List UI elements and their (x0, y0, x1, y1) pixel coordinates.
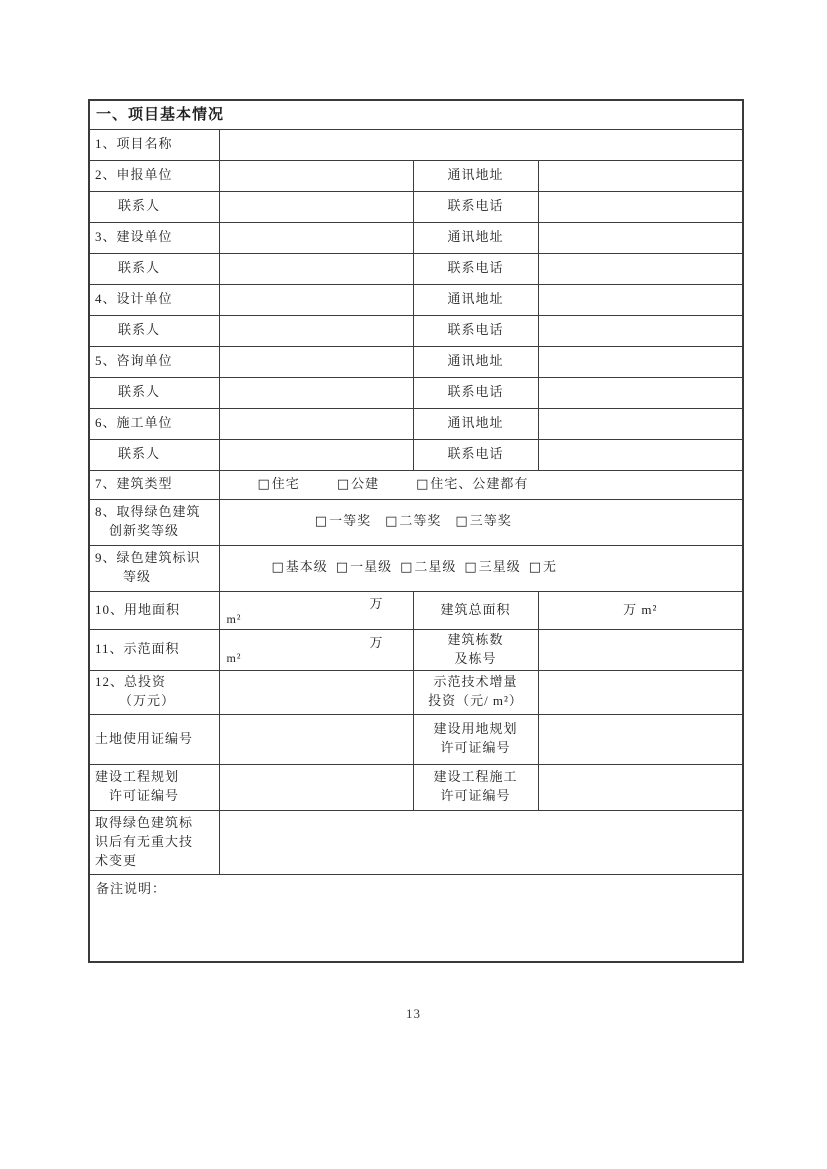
label-line: 投资（元/ m²） (428, 693, 523, 709)
phone-label: 联系电话 (413, 315, 538, 346)
checkbox-option-one-star (336, 558, 392, 578)
total-floor-area-value-cell: 万 m² (538, 591, 743, 629)
address-value-cell (538, 346, 743, 377)
total-floor-area-label: 建筑总面积 (413, 591, 538, 629)
building-count-value-cell (538, 629, 743, 670)
phone-label: 联系电话 (413, 377, 538, 408)
label-line: 建筑栋数 (447, 631, 504, 647)
phone-value-cell (538, 377, 743, 408)
unit-square-meter: m² (226, 651, 242, 666)
option-label: 三星级 (478, 559, 521, 575)
section-title: 一、项目基本情况 (89, 100, 743, 129)
label-line: 及栋号 (454, 650, 497, 666)
checkbox-option-none (529, 558, 557, 578)
construction-permit-value-cell (538, 764, 743, 810)
land-use-cert-label: 土地使用证编号 (89, 714, 219, 764)
phone-value-cell (538, 253, 743, 284)
land-use-cert-value-cell (219, 714, 413, 764)
page-number: 13 (406, 1006, 421, 1021)
checkbox-icon: □ (464, 560, 478, 576)
checkbox-option-third-prize (455, 512, 511, 532)
design-unit-value-cell (219, 284, 413, 315)
label-line: 许可证编号 (440, 740, 511, 756)
green-label-grade-options-cell (219, 545, 743, 591)
project-planning-permit-value-cell (219, 764, 413, 810)
building-count-label (413, 629, 538, 670)
checkbox-option-both (416, 475, 528, 495)
address-label: 通讯地址 (413, 346, 538, 377)
address-value-cell (538, 222, 743, 253)
project-info-table (88, 99, 744, 963)
label-line: 许可证编号 (440, 788, 511, 804)
label-line: 许可证编号 (109, 788, 180, 804)
declaring-unit-value-cell (219, 160, 413, 191)
consulting-unit-label: 5、咨询单位 (89, 346, 219, 377)
option-label: 住宅 (271, 475, 300, 491)
innovation-award-options (220, 512, 743, 532)
option-label: 一等奖 (329, 513, 372, 529)
total-investment-label (89, 670, 219, 714)
construction-unit-label: 3、建设单位 (89, 222, 219, 253)
contact-label: 联系人 (89, 191, 219, 222)
address-label: 通讯地址 (413, 284, 538, 315)
label-line: 等级 (123, 569, 152, 585)
phone-value-cell (538, 191, 743, 222)
option-label: 二等奖 (399, 513, 442, 529)
building-type-label: 7、建筑类型 (89, 470, 219, 499)
option-label: 住宅、公建都有 (430, 475, 529, 491)
option-label: 三等奖 (469, 513, 512, 529)
building-type-options-cell (219, 470, 743, 499)
major-tech-change-value-cell (219, 810, 743, 874)
checkbox-icon: □ (271, 560, 285, 576)
land-planning-permit-value-cell (538, 714, 743, 764)
demo-area-value-cell (219, 629, 413, 670)
checkbox-icon: □ (257, 476, 271, 492)
major-tech-change-label (89, 810, 219, 874)
checkbox-icon: □ (416, 476, 430, 492)
land-area-label: 10、用地面积 (89, 591, 219, 629)
remarks-cell (89, 874, 743, 962)
phone-label: 联系电话 (413, 439, 538, 470)
option-label: 无 (543, 559, 558, 575)
contact-label: 联系人 (89, 377, 219, 408)
label-line: 9、绿色建筑标识 (95, 550, 201, 566)
contact-value-cell (219, 191, 413, 222)
land-area-value-cell (219, 591, 413, 629)
declaring-unit-label: 2、申报单位 (89, 160, 219, 191)
label-line: 8、取得绿色建筑 (95, 504, 201, 520)
option-label: 一星级 (350, 559, 393, 575)
label-line: 建设用地规划 (433, 721, 518, 737)
incremental-investment-label (413, 670, 538, 714)
consulting-unit-value-cell (219, 346, 413, 377)
builder-unit-label: 6、施工单位 (89, 408, 219, 439)
label-line: 建设工程施工 (433, 769, 518, 785)
label-line: 取得绿色建筑标 (95, 814, 194, 830)
phone-value-cell (538, 439, 743, 470)
label-line: 术变更 (95, 852, 138, 868)
land-planning-permit-label (413, 714, 538, 764)
label-line: 12、总投资 (95, 674, 167, 690)
contact-value-cell (219, 439, 413, 470)
contact-value-cell (219, 377, 413, 408)
contact-label: 联系人 (89, 253, 219, 284)
option-label: 公建 (351, 475, 380, 491)
phone-value-cell (538, 315, 743, 346)
contact-label: 联系人 (89, 439, 219, 470)
phone-label: 联系电话 (413, 253, 538, 284)
address-value-cell (538, 284, 743, 315)
contact-value-cell (219, 253, 413, 284)
checkbox-icon: □ (385, 514, 399, 530)
building-type-options (220, 475, 743, 495)
checkbox-icon: □ (400, 560, 414, 576)
checkbox-option-first-prize (315, 512, 371, 532)
checkbox-option-residential (258, 475, 300, 495)
unit-wan: 万 (369, 635, 384, 651)
label-line: 创新奖等级 (109, 523, 180, 539)
demo-area-label: 11、示范面积 (89, 629, 219, 670)
construction-unit-value-cell (219, 222, 413, 253)
option-label: 二星级 (414, 559, 457, 575)
phone-label: 联系电话 (413, 191, 538, 222)
project-planning-permit-label (89, 764, 219, 810)
project-name-label: 1、项目名称 (89, 129, 219, 160)
incremental-investment-value-cell (538, 670, 743, 714)
checkbox-icon: □ (336, 476, 351, 492)
address-label: 通讯地址 (413, 408, 538, 439)
label-line: 识后有无重大技 (95, 833, 194, 849)
construction-permit-label (413, 764, 538, 810)
checkbox-icon: □ (314, 514, 329, 530)
address-label: 通讯地址 (413, 222, 538, 253)
unit-square-meter: m² (226, 611, 242, 626)
option-label: 基本级 (285, 559, 328, 575)
contact-value-cell (219, 315, 413, 346)
contact-label: 联系人 (89, 315, 219, 346)
label-line: 建设工程规划 (95, 769, 180, 785)
checkbox-icon: □ (528, 560, 543, 576)
checkbox-option-public (337, 475, 379, 495)
checkbox-icon: □ (455, 514, 469, 530)
innovation-award-options-cell (219, 499, 743, 545)
checkbox-option-two-star (400, 558, 456, 578)
design-unit-label: 4、设计单位 (89, 284, 219, 315)
checkbox-option-basic (271, 558, 327, 578)
remarks-label: 备注说明： (96, 880, 167, 896)
builder-unit-value-cell (219, 408, 413, 439)
label-line: 示范技术增量 (433, 674, 518, 690)
green-label-grade-label (89, 545, 219, 591)
address-value-cell (538, 408, 743, 439)
checkbox-icon: □ (335, 560, 350, 576)
checkbox-option-second-prize (385, 512, 441, 532)
unit-wan: 万 (369, 595, 384, 611)
total-investment-value-cell (219, 670, 413, 714)
address-value-cell (538, 160, 743, 191)
project-name-value-cell (219, 129, 743, 160)
checkbox-option-three-star (464, 558, 520, 578)
green-label-grade-options (220, 558, 743, 578)
address-label: 通讯地址 (413, 160, 538, 191)
innovation-award-label (89, 499, 219, 545)
label-line: （万元） (119, 693, 176, 709)
